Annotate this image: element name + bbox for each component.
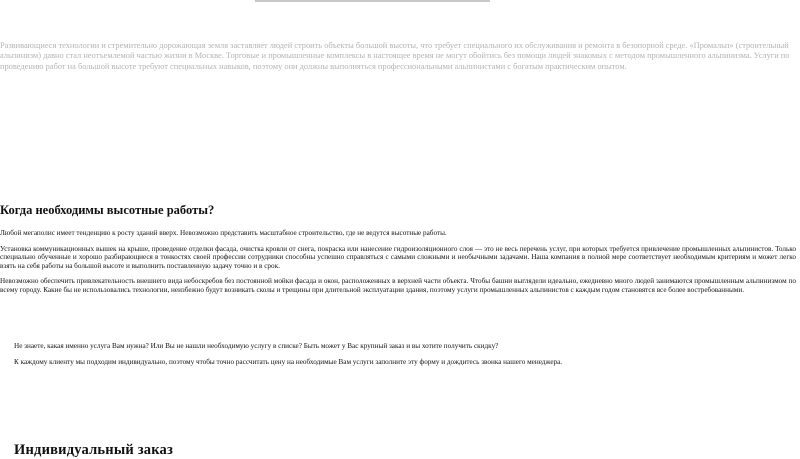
header-fragment	[255, 0, 490, 2]
paragraph: Любой мегаполис имеет тенденцию к росту зданий вверх. Невозможно представить масштабное строительство, где не ведутся высотные работы.	[0, 229, 447, 237]
order-heading: Индивидуальный заказ	[14, 442, 174, 458]
section-when-needed	[0, 203, 796, 302]
intro-text: Развивающиеся технологии и стремительно дорожающая земля заставляет людей строить объекты большой высоты, что требует специального их обслуживания и ремонта в безопорной среде. «Промальп» (строительный альпинизм) давно стал неотъемлемой частью жизни в Москве. Торговые и промышленные комплексы в настоящее время не могут обойтись без помощи людей знакомых с методом промышленного альпинизма. Услуги по проведению работ на большой высоте требуют специальных навыков, поэтому они должны выполняться профессиональными альпинистами с богатым практическим опытом.	[0, 41, 790, 71]
paragraph: Установка коммуникационных вышек на крыше, проведение отделки фасада, очистка кровли от снега, покраска или нанесение гидроизоляционного слоя — это не весь перечень услуг, при которых требуется привлечение промышленных альпинистов. Только специально обученные и хорошо разбирающиеся в тонкостях своей профессии сотрудники способны успешно справляться с самыми сложными и необычными задачами. Наша компания в полной мере соответствует необходимым критериям и может легко взять на себя работы на большой высоте и выполнить поставленную задачу точно и в срок.	[0, 244, 796, 270]
paragraph: Не знаете, какая именно услуга Вам нужна? Или Вы не нашли необходимую услугу в списке? Быть может у Вас крупный заказ и вы хотите получить скидку?	[14, 342, 499, 350]
paragraph: Невозможно обеспечить привлекательность внешнего вида небоскребов без постоянной мойки фасада и окон, расположенных в верхней части объекта. Чтобы башни выглядели идеально, ежедневно много людей занимаются промышленным альпинизмом по всему городу. Какие бы не использовались технологии, неизбежно будут возникать сколы и трещины при длительной эксплуатации здания, поэтому услуги промышленных альпинистов с каждым годом становятся все более востребованными.	[0, 277, 796, 294]
section-heading: Когда необходимы высотные работы?	[0, 203, 215, 217]
section-custom-request	[14, 342, 794, 373]
paragraph: К каждому клиенту мы подходим индивидуально, поэтому чтобы точно рассчитать цену на необходимые Вам услуги заполните эту форму и дождитесь звонка нашего менеджера.	[14, 357, 563, 366]
